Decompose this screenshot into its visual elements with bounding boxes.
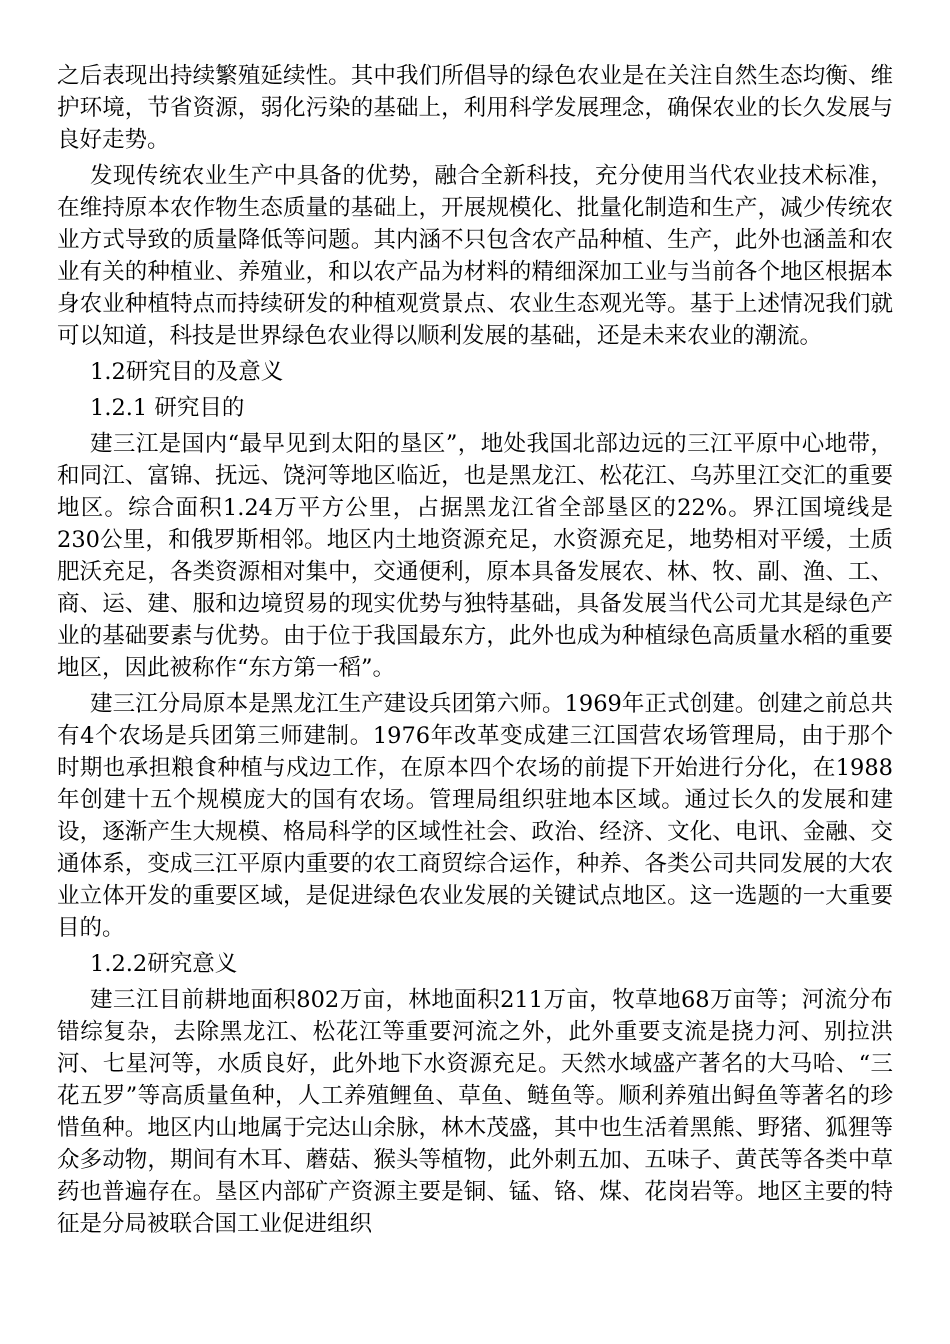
section-heading: 1.2研究目的及意义 [90,359,284,385]
document-page [57,60,893,1244]
subsection-heading: 1.2.1 研究目的 [90,395,245,421]
subsection-heading: 1.2.2研究意义 [90,951,238,977]
body-paragraph: 建三江是国内“最早见到太阳的垦区”，地处我国北部边远的三江平原中心地带，和同江、富锦、抚远、饶河等地区临近，也是黑龙江、松花江、乌苏里江交汇的重要地区。综合面积1.24万平方公里，占据黑龙江省全部垦区的22%。界江国境线是230公里，和俄罗斯相邻。地区内土地资源充足，水资源充足，地势相对平缓，土质肥沃充足，各类资源相对集中，交通便利，原本具备发展农、林、牧、副、渔、工、商、运、建、服和边境贸易的现实优势与独特基础，具备发展当代公司尤其是绿色产业的基础要素与优势。由于位于我国最东方，此外也成为种植绿色高质量水稻的重要地区，因此被称作“东方第一稻”。 [57,431,893,681]
body-paragraph: 之后表现出持续繁殖延续性。其中我们所倡导的绿色农业是在关注自然生态均衡、维护环境，节省资源，弱化污染的基础上，利用科学发展理念，确保农业的长久发展与良好走势。 [57,63,893,153]
body-paragraph: 建三江目前耕地面积802万亩，林地面积211万亩，牧草地68万亩等；河流分布错综复杂，去除黑龙江、松花江等重要河流之外，此外重要支流是挠力河、别拉洪河、七星河等，水质良好，此外地下水资源充足。天然水域盛产著名的大马哈、“三花五罗”等高质量鱼种，人工养殖鲤鱼、草鱼、鲢鱼等。顺利养殖出鲟鱼等著名的珍惜鱼种。地区内山地属于完达山余脉，林木茂盛，其中也生活着黑熊、野猪、狐狸等众多动物，期间有木耳、蘑菇、猴头等植物，此外刺五加、五味子、黄芪等各类中草药也普遍存在。垦区内部矿产资源主要是铜、锰、铬、煤、花岗岩等。地区主要的特征是分局被联合国工业促进组织 [57,987,893,1237]
body-paragraph: 发现传统农业生产中具备的优势，融合全新科技，充分使用当代农业技术标准，在维持原本农作物生态质量的基础上，开展规模化、批量化制造和生产，减少传统农业方式导致的质量降低等问题。其内涵不只包含农产品种植、生产，此外也涵盖和农业有关的种植业、养殖业，和以农产品为材料的精细深加工业与当前各个地区根据本身农业种植特点而持续研发的种植观赏景点、农业生态观光等。基于上述情况我们就可以知道，科技是世界绿色农业得以顺利发展的基础，还是未来农业的潮流。 [57,163,893,349]
body-paragraph: 建三江分局原本是黑龙江生产建设兵团第六师。1969年正式创建。创建之前总共有4个农场是兵团第三师建制。1976年改革变成建三江国营农场管理局，由于那个时期也承担粮食种植与戍边工作，在原本四个农场的前提下开始进行分化，在1988年创建十五个规模庞大的国有农场。管理局组织驻地本区域。通过长久的发展和建设，逐渐产生大规模、格局科学的区域性社会、政治、经济、文化、电讯、金融、交通体系，变成三江平原内重要的农工商贸综合运作，种养、各类公司共同发展的大农业立体开发的重要区域，是促进绿色农业发展的关键试点地区。这一选题的一大重要目的。 [57,691,893,941]
